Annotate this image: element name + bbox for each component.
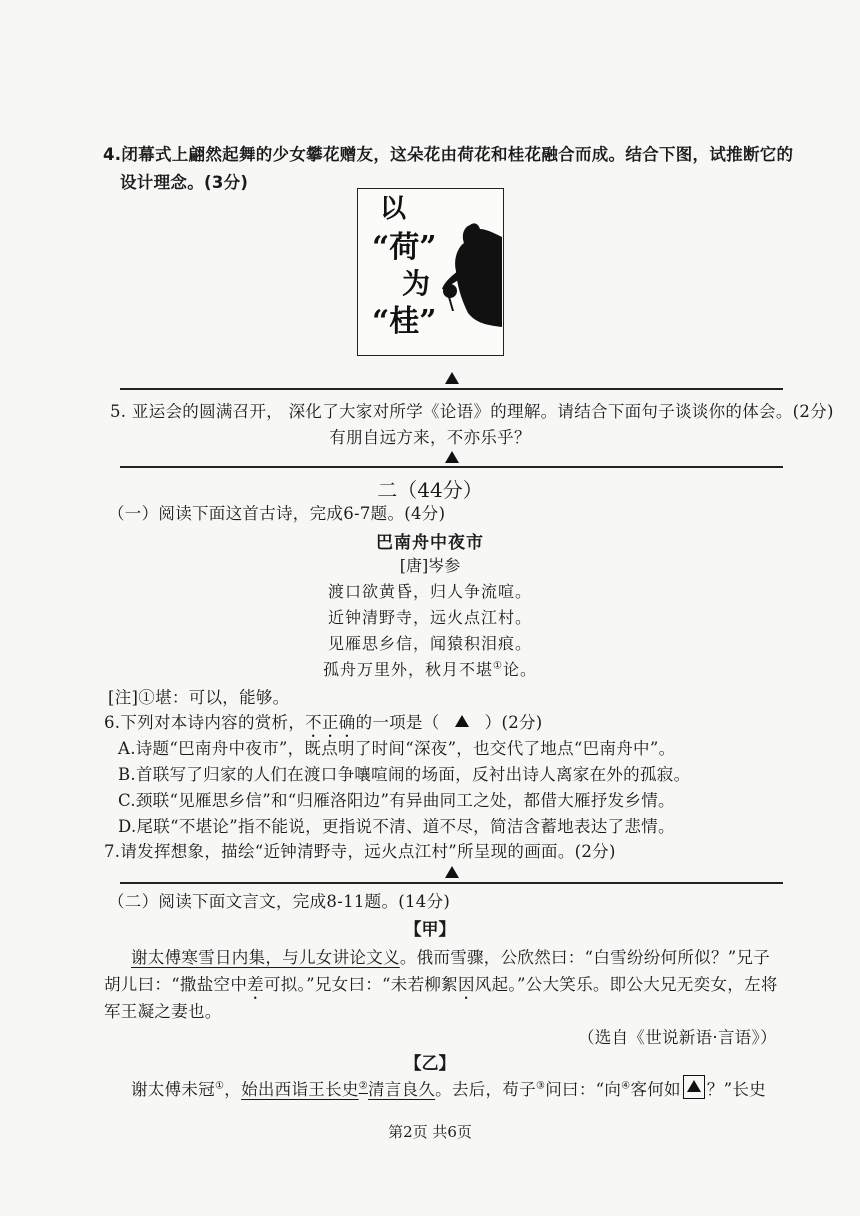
yi-title: 【乙】 <box>404 1054 456 1074</box>
jia-line1: 谢太傅寒雪日内集，与儿女讲论文义。俄而雪骤，公欣然曰：“白雪纷纷何所似？”兄子 <box>131 948 771 967</box>
poem-line: 见雁思乡信，闻猿积泪痕。 <box>327 634 532 653</box>
jia-line3: 军王凝之妻也。 <box>104 1002 222 1021</box>
poem-line: 近钟清野寺，远火点江村。 <box>327 608 532 627</box>
svg-text:“桂”: “桂” <box>372 304 437 339</box>
part2-intro: （二）阅读下面文言文，完成8-11题。(14分) <box>108 892 451 911</box>
q5-line1: 5. 亚运会的圆满召开， 深化了大家对所学《论语》的理解。请结合下面句子谈谈你的体会。(2分) <box>110 402 834 421</box>
section-title: 二（44分） <box>377 478 483 502</box>
answer-line <box>120 882 783 884</box>
q6-option-b: B.首联写了归家的人们在渡口争嚷喧闹的场面，反衬出诗人离家在外的孤寂。 <box>118 765 691 784</box>
q6-stem: 6.下列对本诗内容的赏析，不正确的一项是（ ）(2分) <box>104 713 543 732</box>
part1-intro: （一）阅读下面这首古诗，完成6-7题。(4分) <box>108 504 446 523</box>
answer-triangle-icon <box>445 372 459 384</box>
q6-option-a: A.诗题“巴南舟中夜市”，既点明了时间“深夜”，也交代了地点“巴南舟中”。 <box>118 739 676 758</box>
q6-option-d: D.尾联“不堪论”指不能说，更指说不清、道不尽，简洁含蓄地表达了悲情。 <box>118 817 675 836</box>
poem-title: 巴南舟中夜市 <box>376 533 484 553</box>
answer-line <box>120 466 783 468</box>
q6-option-c: C.颈联“见雁思乡信”和“归雁洛阳边”有异曲同工之处，都借大雁抒发乡情。 <box>118 791 675 810</box>
answer-line <box>120 388 783 390</box>
answer-box-icon <box>683 1075 705 1099</box>
q4-line1: 4.闭幕式上翩然起舞的少女攀花赠友，这朵花由荷花和桂花融合而成。结合下图，试推断它的 <box>103 145 794 164</box>
page-footer: 第2页 共6页 <box>388 1123 472 1141</box>
poem-line-4: 孤舟万里外，秋月不堪①论。 <box>323 660 537 679</box>
svg-text:为: 为 <box>402 267 431 300</box>
svg-text:“荷”: “荷” <box>372 230 437 265</box>
answer-triangle-icon <box>445 451 459 463</box>
lotus-osmanthus-image <box>357 188 504 356</box>
yi-line1: 谢太傅未冠①，始出西诣王长史②清言良久。去后，苟子③问曰：“向④客何如 ？”长史 <box>131 1075 766 1100</box>
answer-triangle-icon <box>445 866 459 878</box>
q7-text: 7.请发挥想象，描绘“近钟清野寺，远火点江村”所呈现的画面。(2分) <box>104 842 616 861</box>
svg-text:以: 以 <box>380 194 407 224</box>
poem-author: [唐]岑参 <box>399 556 461 575</box>
source-note: （选自《世说新语·言语》） <box>578 1028 777 1047</box>
jia-title: 【甲】 <box>404 920 456 940</box>
poem-note: [注]①堪：可以，能够。 <box>108 688 290 707</box>
q4-line2: 设计理念。(3分) <box>120 173 249 192</box>
calligraphy-figure-icon <box>358 189 503 355</box>
jia-line2: 胡儿曰：“撒盐空中差可拟。”兄女曰：“未若柳絮因风起。”公大笑乐。即公大兄无奕女，左将 <box>104 975 778 994</box>
poem-line: 渡口欲黄昏，归人争流喧。 <box>327 582 532 601</box>
q5-quote: 有朋自远方来，不亦乐乎？ <box>329 428 531 447</box>
